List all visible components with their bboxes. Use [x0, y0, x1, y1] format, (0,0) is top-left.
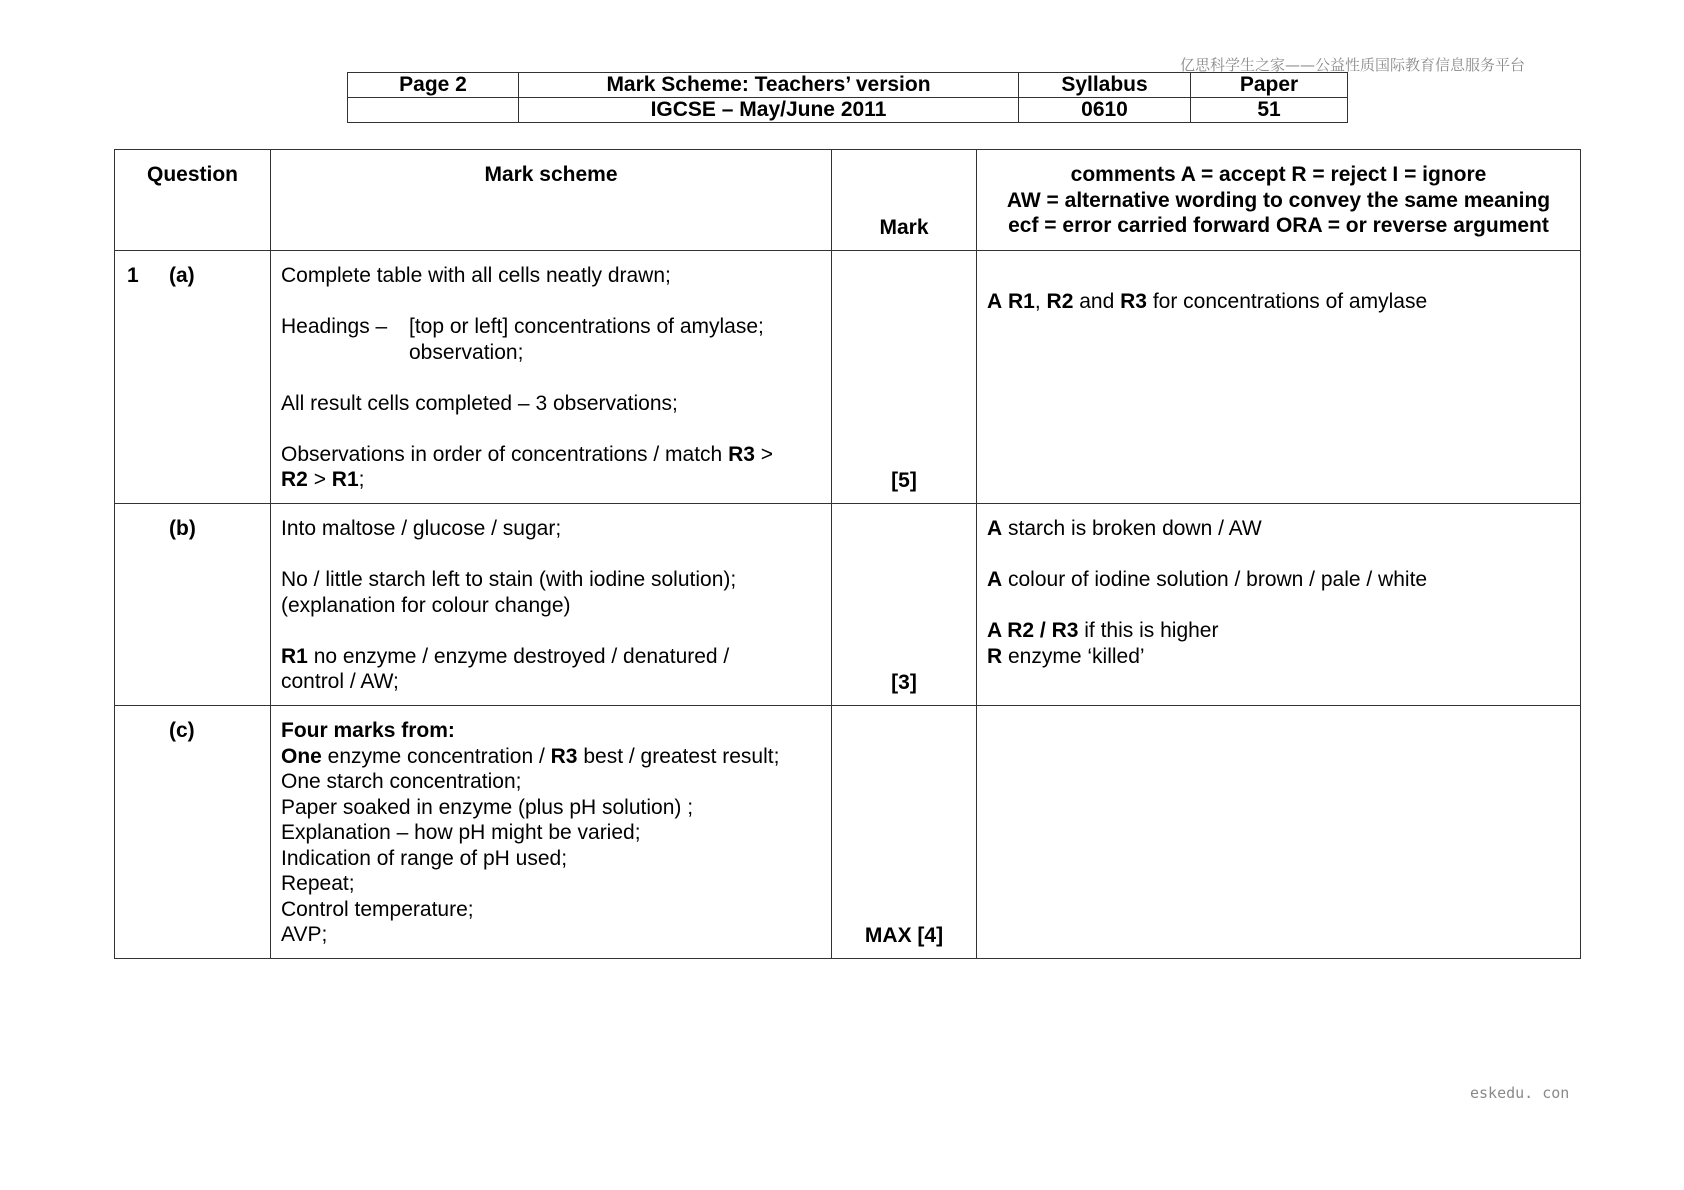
comment-line: A colour of iodine solution / brown / pale / white	[987, 568, 1428, 591]
ms-line: AVP;	[281, 923, 328, 946]
ms-line: observation;	[409, 340, 524, 364]
comment-line: R enzyme ‘killed’	[987, 644, 1145, 668]
watermark-bottom: eskedu. con	[1470, 1084, 1570, 1102]
mark-scheme-cell	[271, 251, 832, 504]
ms-line: All result cells completed – 3 observations;	[281, 391, 678, 415]
ms-line: Observations in order of concentrations / match R3 > R2 > R1;	[281, 442, 774, 491]
syllabus-label: Syllabus	[1019, 73, 1191, 98]
document-title: Mark Scheme: Teachers’ version	[519, 73, 1019, 98]
comment-line: A R1, R2 and R3 for concentrations of amylase	[987, 289, 1428, 313]
header-mark-scheme: Mark scheme	[271, 150, 832, 251]
question-part: (c)	[169, 719, 195, 742]
paper-label: Paper	[1191, 73, 1348, 98]
comment-line: A starch is broken down / AW	[987, 517, 1262, 540]
mark-cell: [5]	[832, 251, 977, 504]
ms-line: Complete table with all cells neatly drawn;	[281, 264, 671, 287]
ms-headings-lead: Headings –	[281, 315, 388, 338]
header-question: Question	[115, 150, 271, 251]
ms-line: No / little starch left to stain (with iodine solution);	[281, 568, 737, 591]
mark-cell: [3]	[832, 504, 977, 706]
question-part: (b)	[169, 517, 196, 540]
watermark-top: 亿思科学生之家——公益性质国际教育信息服务平台	[1180, 56, 1526, 74]
comment-line: A R2 / R3 if this is higher	[987, 619, 1219, 642]
ms-line: (explanation for colour change)	[281, 593, 571, 617]
ms-line: Indication of range of pH used;	[281, 846, 568, 870]
table-row	[115, 706, 1581, 959]
page-header-table	[347, 72, 1348, 123]
comments-cell	[977, 706, 1581, 959]
mark-scheme-cell	[271, 504, 832, 706]
document-subtitle: IGCSE – May/June 2011	[519, 98, 1019, 123]
ms-line: Explanation – how pH might be varied;	[281, 821, 641, 844]
ms-line: Into maltose / glucose / sugar;	[281, 517, 562, 540]
question-part: (a)	[169, 264, 195, 287]
ms-headings	[281, 314, 821, 365]
question-cell	[115, 251, 271, 504]
page-number-blank	[348, 98, 519, 123]
table-header-row	[115, 150, 1581, 251]
ms-line: One starch concentration;	[281, 770, 522, 793]
ms-line: control / AW;	[281, 670, 399, 693]
comments-cell	[977, 504, 1581, 706]
syllabus-value: 0610	[1019, 98, 1191, 123]
ms-line: One enzyme concentration / R3 best / greatest result;	[281, 744, 780, 768]
comments-legend-2: AW = alternative wording to convey the same meaning	[1006, 188, 1551, 212]
mark-scheme-table	[114, 149, 1581, 959]
comments-cell	[977, 251, 1581, 504]
question-cell	[115, 706, 271, 959]
question-number: 1	[127, 264, 139, 287]
paper-value: 51	[1191, 98, 1348, 123]
page-number: Page 2	[348, 73, 519, 98]
mark-scheme-cell	[271, 706, 832, 959]
ms-line: Repeat;	[281, 872, 355, 895]
ms-line: [top or left] concentrations of amylase;	[409, 315, 764, 338]
header-mark: Mark	[832, 150, 977, 251]
ms-line: R1 no enzyme / enzyme destroyed / denatured /	[281, 644, 730, 668]
ms-line: Control temperature;	[281, 897, 474, 921]
ms-heading: Four marks from:	[281, 719, 455, 742]
comments-legend-3: ecf = error carried forward ORA = or reverse argument	[1008, 214, 1549, 237]
ms-line: Paper soaked in enzyme (plus pH solution) ;	[281, 795, 694, 819]
comments-legend-1: comments A = accept R = reject I = ignore	[1070, 163, 1487, 186]
table-row	[115, 504, 1581, 706]
mark-cell: MAX [4]	[832, 706, 977, 959]
table-row	[115, 251, 1581, 504]
question-cell	[115, 504, 271, 706]
header-comments	[977, 150, 1581, 251]
